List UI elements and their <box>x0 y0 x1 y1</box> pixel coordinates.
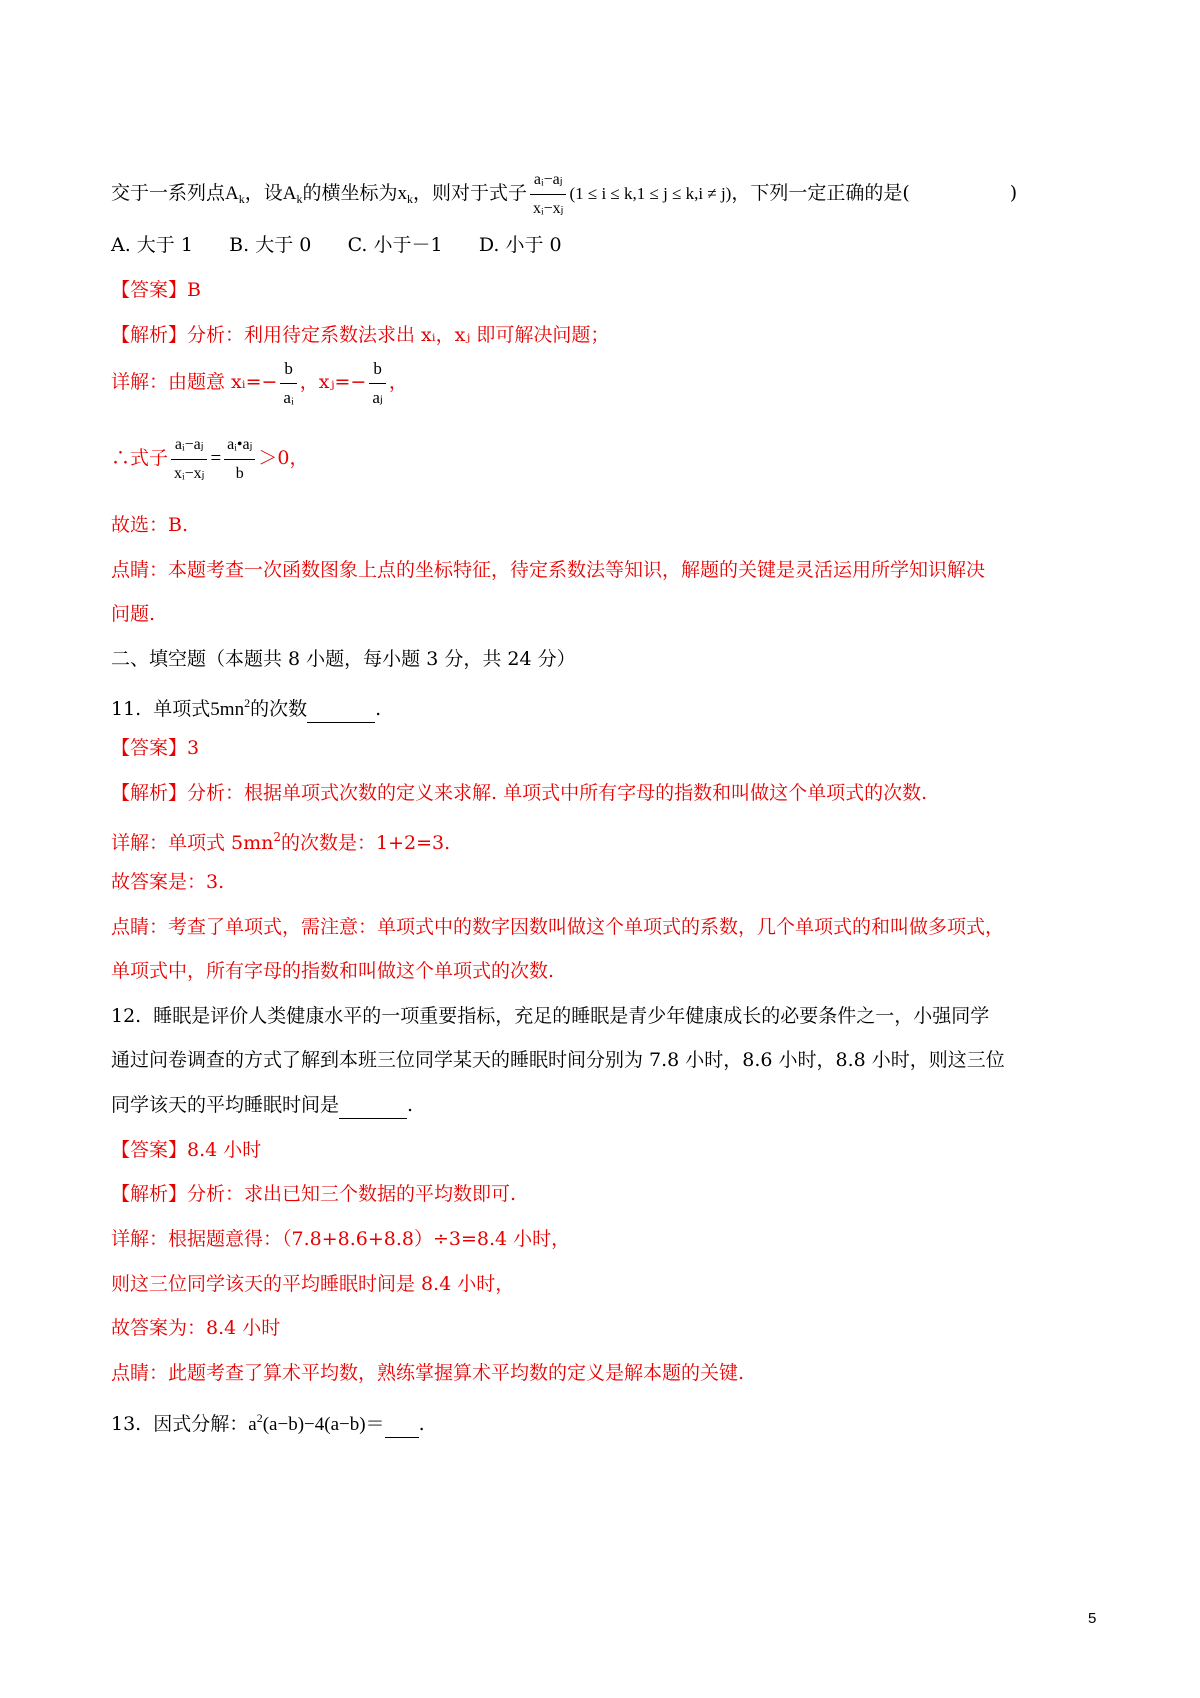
q13-expression: (a−b)−4(a−b)＝ <box>262 1414 385 1435</box>
page-number: 5 <box>1088 1610 1097 1627</box>
frac-denominator: b <box>235 464 244 482</box>
k-subscript: k <box>238 192 245 206</box>
q10-therefore <box>111 428 308 488</box>
therefore-frac-1 <box>171 431 207 488</box>
q10-detail-frac-1 <box>280 355 296 412</box>
q12-final: 故答案为：8.4 小时 <box>111 1317 281 1339</box>
Ak-symbol <box>225 183 245 204</box>
answer-label: 【答案】 <box>111 279 188 301</box>
q10-options: A. 大于 1 B. 大于 0 C. 小于－1 D. 小于 0 <box>111 234 562 256</box>
frac-numerator: aᵢ−aⱼ <box>171 431 207 460</box>
answer-value: 8.4 小时 <box>187 1139 262 1161</box>
frac-numerator: b <box>369 355 386 384</box>
q11-review-line-1: 点睛：考查了单项式，需注意：单项式中的数字因数叫做这个单项式的系数，几个单项式的和叫做多项式， <box>111 916 1005 938</box>
q12-text: 同学该天的平均睡眠时间是 <box>111 1094 340 1116</box>
Ak-symbol-2 <box>283 183 303 204</box>
answer-value: B <box>187 279 201 301</box>
q13-answer-blank <box>385 1411 419 1438</box>
q11-pre: 11. 单项式 <box>111 698 211 720</box>
q10-answer <box>111 277 201 303</box>
q12-analysis: 【解析】分析：求出已知三个数据的平均数即可. <box>111 1183 517 1205</box>
q10-detail-lead: 详解：由题意 xᵢ=− <box>111 371 278 393</box>
q10-review-line-1: 点睛：本题考查一次函数图象上点的坐标特征，待定系数法等知识，解题的关键是灵活运用所学知识解决 <box>111 559 986 581</box>
A-letter-2: A <box>282 183 297 204</box>
frac-denominator: aᵢ <box>283 387 294 407</box>
q12-end: . <box>407 1094 414 1116</box>
q11-answer-blank <box>307 696 375 723</box>
q10-condition: (1 ≤ i ≤ k,1 ≤ j ≤ k,i ≠ j) <box>569 184 732 203</box>
q10-text-5: ，下列一定正确的是( <box>731 182 910 204</box>
q11-superscript: 2 <box>244 696 251 710</box>
therefore-frac-2 <box>224 431 255 488</box>
question-12-line-3 <box>111 1092 413 1119</box>
q11-detail-pre: 详解：单项式 5mn <box>111 832 274 854</box>
q11-expression: 5mn <box>210 699 245 720</box>
question-12-line-2: 通过问卷调查的方式了解到本班三位同学某天的睡眠时间分别为 7.8 小时，8.6 小时，8.8 小时，则这三位 <box>111 1049 1005 1071</box>
answer-label: 【答案】 <box>111 1139 188 1161</box>
q12-answer-blank <box>339 1092 407 1119</box>
frac-numerator: b <box>280 355 296 384</box>
q13-pre: 13. 因式分解： <box>111 1413 249 1435</box>
q10-text-4: ，则对于式子 <box>413 182 528 204</box>
q13-a: a <box>248 1414 257 1435</box>
x-letter: x <box>397 183 408 204</box>
q10-close-paren: ) <box>1009 182 1018 204</box>
frac-numerator: aᵢ•aⱼ <box>224 431 255 460</box>
q10-detail <box>111 352 408 412</box>
q13-end: . <box>418 1413 425 1435</box>
q12-review: 点睛：此题考查了算术平均数，熟练掌握算术平均数的定义是解本题的关键. <box>111 1362 745 1384</box>
k-subscript-3: k <box>407 192 414 206</box>
A-letter: A <box>225 183 239 204</box>
therefore-end: ＞0， <box>258 447 309 469</box>
q11-end: . <box>375 698 382 720</box>
q13-superscript: 2 <box>256 1411 263 1425</box>
q11-review-line-2: 单项式中，所有字母的指数和叫做这个单项式的次数. <box>111 960 555 982</box>
section-2-heading: 二、填空题（本题共 8 小题，每小题 3 分，共 24 分） <box>111 648 576 670</box>
q10-analysis: 【解析】分析：利用待定系数法求出 xᵢ，xⱼ 即可解决问题； <box>111 324 610 346</box>
q11-answer <box>111 735 199 761</box>
q10-text-2: ，设 <box>244 182 283 204</box>
therefore-lead: ∴式子 <box>111 447 169 469</box>
equals-sign: = <box>210 448 222 469</box>
q11-post: 的次数 <box>250 698 308 720</box>
frac-denominator: xᵢ−xⱼ <box>174 464 205 482</box>
q10-detail-end: ， <box>388 371 408 393</box>
q10-fraction-numerator: aᵢ−aⱼ <box>530 166 566 195</box>
q10-fraction <box>530 166 566 223</box>
question-10-stem <box>111 163 1017 223</box>
question-13 <box>111 1405 425 1438</box>
q11-detail <box>111 824 450 856</box>
q12-answer <box>111 1137 261 1163</box>
q11-detail-post: 的次数是：1+2=3. <box>281 832 451 854</box>
frac-denominator: aⱼ <box>372 387 383 407</box>
q10-detail-frac-2 <box>369 355 386 412</box>
q10-fraction-denominator: xᵢ−xⱼ <box>533 199 564 217</box>
question-11 <box>111 690 381 723</box>
question-12-line-1: 12. 睡眠是评价人类健康水平的一项重要指标，充足的睡眠是青少年健康成长的必要条件之一，小强同学 <box>111 1005 990 1027</box>
q10-text-3: 的横坐标为 <box>302 182 398 204</box>
k-subscript-2: k <box>296 192 303 206</box>
answer-value: 3 <box>187 737 200 759</box>
q11-analysis: 【解析】分析：根据单项式次数的定义来求解. 单项式中所有字母的指数和叫做这个单项式的次数. <box>111 782 928 804</box>
q11-detail-superscript: 2 <box>273 830 282 844</box>
q10-detail-mid: ，xⱼ=− <box>299 371 367 393</box>
q10-choose: 故选：B. <box>111 514 189 536</box>
q10-text-1: 交于一系列点 <box>111 182 226 204</box>
q11-final: 故答案是：3. <box>111 871 225 893</box>
q12-detail: 详解：根据题意得：（7.8+8.6+8.8）÷3=8.4 小时， <box>111 1228 571 1250</box>
xk-symbol <box>398 183 414 204</box>
answer-label: 【答案】 <box>111 737 188 759</box>
q10-review-line-2: 问题. <box>111 603 156 625</box>
q12-then: 则这三位同学该天的平均睡眠时间是 8.4 小时， <box>111 1273 515 1295</box>
